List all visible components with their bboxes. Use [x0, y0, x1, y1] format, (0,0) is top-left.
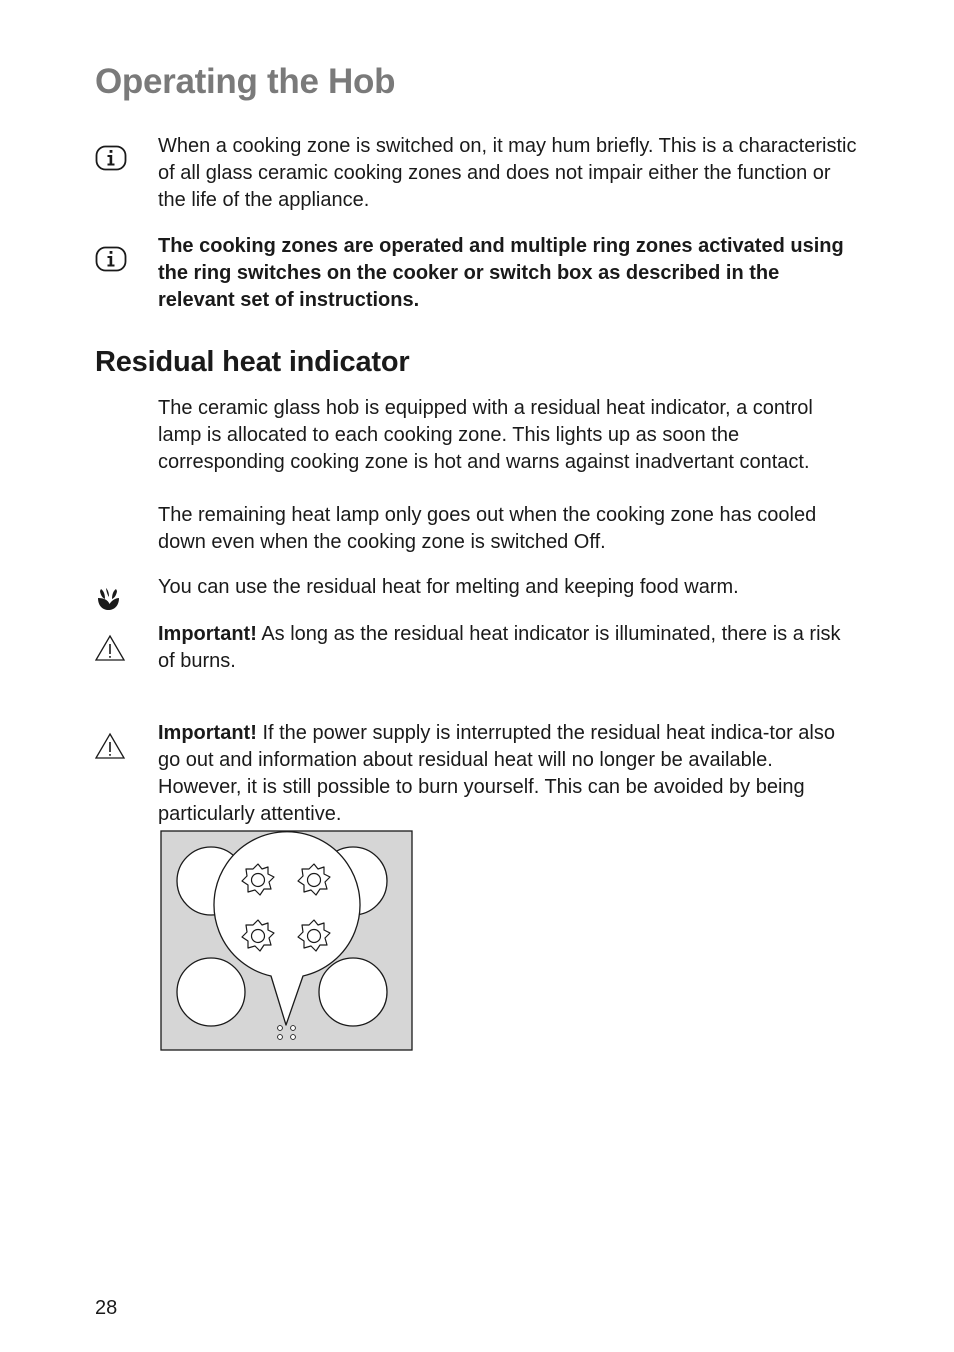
warning-burn-risk [158, 621, 858, 675]
note-hum: When a cooking zone is switched on, it may hum briefly. This is a characteristic of all glass ceramic cooking zones and does not impair either the function or the life of the appliance. [158, 135, 857, 211]
warning-triangle-icon [95, 634, 127, 662]
indicator-lamp [278, 1026, 283, 1031]
page-number: 28 [95, 1297, 118, 1319]
indicator-lamp [278, 1035, 283, 1040]
page-title: Operating the Hob [95, 62, 396, 101]
important-label: Important! [158, 722, 257, 744]
cooking-zone [177, 958, 245, 1026]
warning-text: If the power supply is interrupted the residual heat indica-tor also go out and information about residual heat will no longer be available. However, it is still possible to burn yourself. This can be avoided by being particularly attentive. [158, 722, 835, 825]
warning-text: As long as the residual heat indicator is illuminated, there is a risk of burns. [158, 623, 841, 672]
indicator-lamp [291, 1035, 296, 1040]
indicator-lamp [291, 1026, 296, 1031]
note-ring-switches: The cooking zones are operated and multiple ring zones activated using the ring switches on the cooker or switch box as described in the relevant set of instructions. [158, 235, 844, 311]
hob-illustration [160, 830, 414, 1052]
residual-heat-body-2: The remaining heat lamp only goes out when the cooking zone has cooled down even when the cooking zone is switched Off. [158, 504, 817, 553]
eco-tip: You can use the residual heat for melting and keeping food warm. [158, 576, 739, 598]
important-label: Important! [158, 623, 257, 645]
section-title: Residual heat indicator [95, 346, 410, 378]
warning-power-supply [158, 720, 858, 828]
info-icon [95, 144, 127, 172]
eco-leaf-icon [95, 586, 127, 614]
residual-heat-body-1: The ceramic glass hob is equipped with a residual heat indicator, a control lamp is allocated to each cooking zone. This lights up as soon the corresponding cooking zone is hot and warns against inadvertant contact. [158, 397, 813, 473]
info-icon [95, 245, 127, 273]
warning-triangle-icon [95, 732, 127, 760]
cooking-zone [319, 958, 387, 1026]
